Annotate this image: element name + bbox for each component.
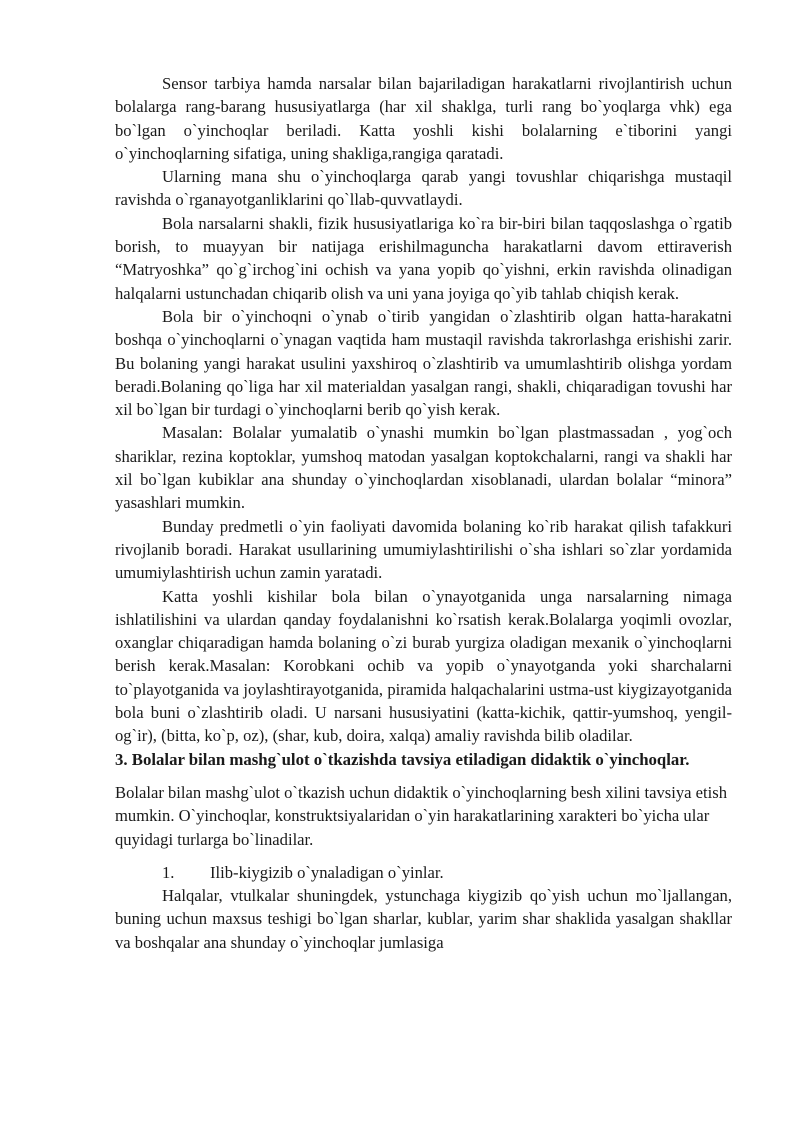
paragraph: Bola bir o`yinchoqni o`ynab o`tirib yangidan o`zlashtirib olgan hatta-harakatni boshqa o`yinchoqlarni o`ynagan vaqtida ham mustaqil ravishda takrorlashga erishishi zarir. Bu bolaning yangi harakat usulini yaxshiroq o`zlashtirib va umumlashtirib olishga yordam beradi.Bolaning qo`liga har xil materialdan yasalgan rangi, shakli, chiqaradigan tovushi har xil bo`lgan bir turdagi o`yinchoqlarni berib qo`yish kerak. [115,306,732,420]
intro-paragraph: Bolalar bilan mashg`ulot o`tkazish uchun didaktik o`yinchoqlarning besh xilini tavsiya etish mumkin. O`yinchoqlar, konstruktsiyalaridan o`yin harakatlarining xarakteri bo`yicha ular quyidagi turlarga bo`linadilar. [115,782,728,849]
paragraph: Ularning mana shu o`yinchoqlarga qarab yangi tovushlar chiqarishga mustaqil ravishda o`rganayotganliklarini qo`llab-quvvatlaydi. [115,167,732,210]
paragraph: Bola narsalarni shakli, fizik hususiyatlariga ko`ra bir-biri bilan taqqoslashga o`rgatib borish, to muayyan bir natijaga erishilmaguncha harakatlarni davom ettiraverish “Matryoshka” qo`g`irchog`ini ochish va yana yopib qo`yishni, erkin ravishda olinadigan halqalarni ustunchadan chiqarib olish va uni yana joyiga qo`yib tahlab chiqish kerak. [115,213,732,303]
paragraph: Katta yoshli kishilar bola bilan o`ynayotganida unga narsalarning nimaga ishlatilishini va ulardan qanday foydalanishni ko`rsatish kerak.Bolalarga yoqimli ovozlar, oxanglar chiqaradigan hamda bolaning o`zi burab yurgiza oladigan mexanik o`yinchoqlarni berish kerak.Masalan: Korobkani ochib va yopib o`ynayotganda yoki sharchalarni to`playotganida va joylashtirayotganida, piramida halqachalarini ustma-ust kiygizayotganida bola buni o`zlashtirib oladi. U narsani hususiyatini (katta-kichik, qattir-yumshoq, yengil-og`ir), (bitta, ko`p, oz), (shar, kub, doira, xalqa) amaliy ravishda bilib oladilar. [115,586,732,746]
list-text: Ilib-kiygizib o`ynaladigan o`yinlar. [210,862,444,882]
paragraph: Sensor tarbiya hamda narsalar bilan bajariladigan harakatlarni rivojlantirish uchun bolalarga rang-barang hususiyatlarga (har xil shaklga, turli rang bo`yoqlarga vhk) ega bo`lgan o`yinchoqlar beriladi. Katta yoshli kishi bolalarning e`tiborini yangi o`yinchoqlarning sifatiga, uning shakliga,rangiga qaratadi. [115,74,732,163]
document-page [115,72,732,954]
list-item [115,861,732,884]
list-number: 1. [162,862,175,882]
paragraph: Bunday predmetli o`yin faoliyati davomida bolaning ko`rib harakat qilish tafakkuri rivojlanib boradi. Harakat usullarining umumiylashtirilishi o`sha ishlari so`zlar yordamida umumiylashtirish uchun zamin yaratadi. [115,516,732,583]
paragraph: Masalan: Bolalar yumalatib o`ynashi mumkin bo`lgan plastmassadan , yog`och shariklar, rezina koptoklar, yumshoq matodan yasalgan koptokchalarni, rangi va shakli har xil bo`lgan kubiklar ana shunday o`yinchoqlardan xisoblanadi, ulardan bolalar “minora” yasashlari mumkin. [115,423,732,513]
section-heading: 3. Bolalar bilan mashg`ulot o`tkazishda tavsiya etiladigan didaktik o`yinchoqlar. [115,749,690,769]
paragraph: Halqalar, vtulkalar shuningdek, ystunchaga kiygizib qo`yish uchun mo`ljallangan, buning uchun maxsus teshigi bo`lgan sharlar, kublar, yarim shar shaklida yasalgan shakllar va boshqalar ana shunday o`yinchoqlar jumlasiga [115,886,732,952]
